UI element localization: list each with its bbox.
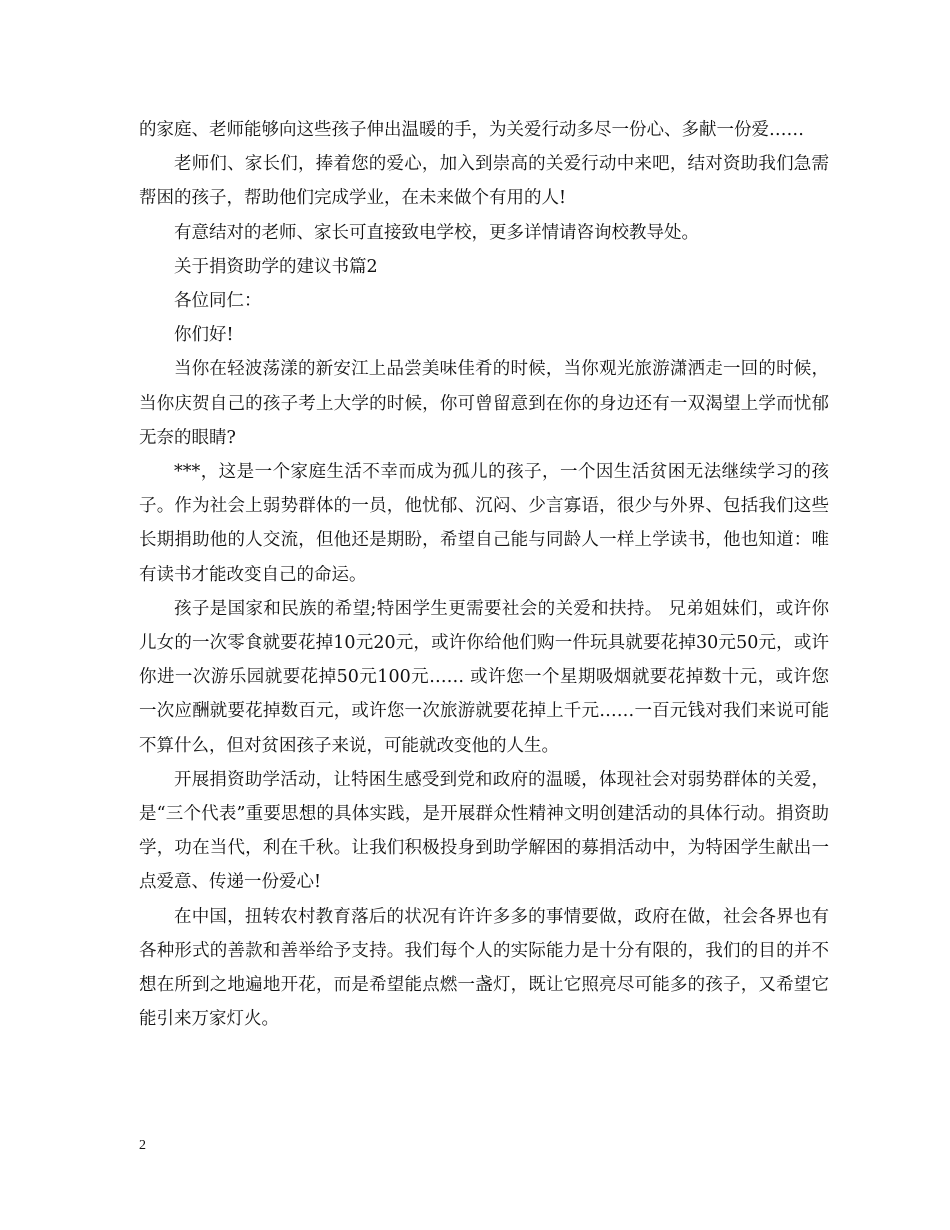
greeting: 你们好! <box>174 325 234 346</box>
paragraph-2: 老师们、家长们，捧着您的爱心，加入到崇高的关爱行动中来吧，结对资助我们急需帮困的孩子，帮助他们完成学业，在未来做个有用的人! <box>139 154 829 209</box>
paragraph-3: 有意结对的老师、家长可直接致电学校，更多详情请咨询校教导处。 <box>174 222 699 243</box>
salutation: 各位同仁： <box>174 291 262 312</box>
paragraph-10: 开展捐资助学活动，让特困生感受到党和政府的温暖，体现社会对弱势群体的关爱，是“三个代表”重要思想的具体实践，是开展群众性精神文明创建活动的具体行动。捐资助学，功在当代，利在千秋。让我们积极投身到助学解困的募捐活动中，为特困学生献出一点爱意、传递一份爱心! <box>139 769 829 893</box>
paragraph-7: 当你在轻波荡漾的新安江上品尝美味佳肴的时候，当你观光旅游潇洒走一回的时候，当你庆贺自己的孩子考上大学的时候，你可曾留意到在你的身边还有一双渴望上学而忧郁无奈的眼睛? <box>139 359 829 448</box>
section-heading: 关于捐资助学的建议书篇2 <box>174 256 378 277</box>
document-body <box>139 113 829 1036</box>
paragraph-8: ***，这是一个家庭生活不幸而成为孤儿的孩子，一个因生活贫困无法继续学习的孩子。作为社会上弱势群体的一员，他忧郁、沉闷、少言寡语，很少与外界、包括我们这些长期捐助他的人交流，但他还是期盼，希望自己能与同龄人一样上学读书，他也知道：唯有读书才能改变自己的命运。 <box>139 462 829 585</box>
paragraph-1: 的家庭、老师能够向这些孩子伸出温暖的手，为关爱行动多尽一份心、多献一份爱…… <box>139 120 804 140</box>
paragraph-9: 孩子是国家和民族的希望;特困学生更需要社会的关爱和扶持。 兄弟姐妹们，或许你儿女的一次零食就要花掉10元20元，或许你给他们购一件玩具就要花掉30元50元，或许你进一次游乐园就要花掉50元100元…… 或许您一个星期吸烟就要花掉数十元，或许您一次应酬就要花掉数百元，或许您一次旅游就要花掉上千元……一百元钱对我们来说可能不算什么，但对贫困孩子来说，可能就改变他的人生。 <box>139 598 829 756</box>
page-number: 2 <box>139 1138 146 1153</box>
paragraph-11: 在中国，扭转农村教育落后的状况有许许多多的事情要做，政府在做，社会各界也有各种形式的善款和善举给予支持。我们每个人的实际能力是十分有限的，我们的目的并不想在所到之地遍地开花，而是希望能点燃一盏灯，既让它照亮尽可能多的孩子，又希望它能引来万家灯火。 <box>139 906 829 1030</box>
